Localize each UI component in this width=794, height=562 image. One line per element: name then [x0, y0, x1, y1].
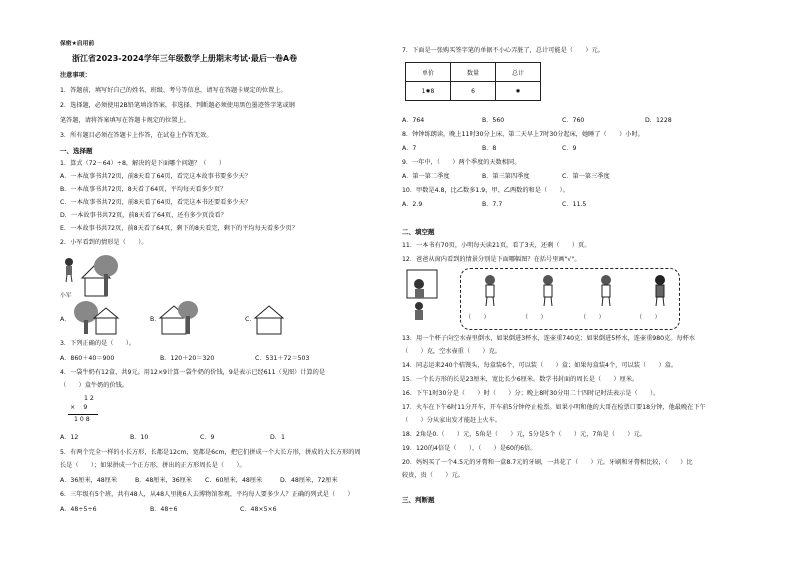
- q5-option-d: D．48厘米，72厘米: [280, 477, 338, 484]
- q3-option-c: C．531＋72＝503: [255, 355, 310, 362]
- q16-text: 16．下午1时30分是（ ）时（ ）分；晚上8时30分用二十四时记时法表示是（ ）。: [402, 390, 660, 397]
- q17-text: 17．火车在下午6时11分开车，开车前5分钟停止检票。如果小明和他的大哥在检票口要18分钟，他最晚在下午: [402, 404, 706, 411]
- exam-title: 浙江省2023-2024学年三年级数学上册期末考试·最后一卷A卷: [72, 54, 298, 63]
- q9-option-b: B．第三第四季度: [482, 173, 530, 180]
- section-judge: 三、判断题: [402, 496, 435, 504]
- q2-option-b: B．: [150, 316, 161, 323]
- q12-paren-3: （ ）: [580, 314, 605, 321]
- q11-text: 11．一本书有70页，小明每天读21页，看了3天，还剩（ ）页。: [402, 242, 591, 249]
- q12-paren-4: （ ）: [636, 314, 661, 321]
- q8-option-a: A．7: [402, 145, 417, 152]
- q7-option-a: A．764: [402, 117, 425, 124]
- q7-option-b: B．560: [482, 117, 505, 124]
- q13-text: 13．用一个杯子向空水壶里倒水，如果倒进3杯水，连壶重740克；如果倒进5杯水，连壶重980克。每杯水: [402, 335, 696, 342]
- q4-option-c: C．9: [200, 434, 215, 441]
- q12-figures-image: [480, 272, 670, 308]
- notice-title: 注意事项：: [60, 72, 91, 79]
- q10-option-c: C．11.5: [562, 201, 587, 208]
- q1-option-b: B．一本故事书共72页，8天看了64页，平均每天看多少页？: [60, 186, 227, 193]
- q6-option-a: A．48÷5÷6: [60, 506, 97, 513]
- q7-head-unit-price: 单价: [406, 63, 451, 82]
- q9-option-a: A．第一第二季度: [402, 173, 450, 180]
- q12-text: 12．爸爸从窗内看到的情景分别是下面哪幅图？在括号里画"√"。: [402, 256, 581, 263]
- q1-option-c: C．一本故事书共72页，前8天看了64页，看完这本书还要看多少天？: [60, 199, 252, 206]
- q19-text: 19．120的4倍是（ ），（ ）是60的6倍。: [402, 445, 537, 452]
- q2-option-c: C．: [245, 316, 256, 323]
- q1-option-e: E．一本故事书共72页，前8天看了64页，剩下的8天看完，剩下的平均每天看多少页？: [60, 225, 298, 232]
- q4-option-b: B．10: [130, 434, 149, 441]
- q6-text: 6．三年级有5个班，共有48人，从48人里挑6人去博物馆参观，平均每人要多少人？正确的列式是（ ）: [60, 491, 354, 498]
- q20-text: 20．妈妈买了一个4.5元的牙膏和一盒8.7元的牙刷，一共花了（ ）元。牙刷和牙膏相比较，（ ）比: [402, 459, 693, 466]
- secret-label: 保密★启用前: [60, 41, 95, 47]
- q4-calc-line-1: 1 2: [84, 395, 94, 402]
- q2-option-c-image: [253, 304, 289, 336]
- q12-paren-2: （ ）: [522, 314, 547, 321]
- q7-cell-unit-price: 1✸8: [406, 82, 451, 101]
- section-fill-blank: 二、填空题: [402, 228, 435, 236]
- q2-option-b-image: [158, 300, 208, 336]
- q10-text: 10．甲数是4.8，比乙数多1.9，甲、乙两数的和是（ ）。: [402, 187, 569, 194]
- notice-2: 2．选择题，必须使用2B铅笔填涂答案，非选择、判断题必须使用黑色墨迹签字笔或钢: [60, 102, 295, 109]
- q4-option-a: A．12: [60, 434, 79, 441]
- q4-text: 4．一袋牛奶有12盒，共9元。用12×9计算一袋牛奶的价钱，9是表示已经611（见图）计算的是: [60, 369, 326, 376]
- q12-window-dad-image: [405, 268, 443, 326]
- notice-3: 3．所有题目必须在答题卡上作答，在试卷上作答无效。: [60, 132, 213, 139]
- q14-text: 14．同志运来240个桔馒头，每盒装6个，可以装（ ）盒；如果每盒装4个，可以装（ ）盒。: [402, 362, 678, 369]
- q20-text-cont: 较贵，贵（ ）元。: [402, 472, 464, 479]
- q8-option-b: B．8: [482, 145, 497, 152]
- q8-text: 8．钟钟练朗读，晚上11时30分上床，第二天早上7时30分起床，她睡了（ ）小时。: [402, 131, 644, 138]
- q3-option-a: A．860＋40＝900: [60, 355, 115, 362]
- notice-2-cont: 笔答题，请将答案填写在答题卡规定的位置上。: [60, 117, 190, 124]
- q13-text-cont: （ ）克，空水壶重（ ）克。: [402, 348, 501, 355]
- q5-text-cont: 长是（ ）；如果拼成一个正方形，拼出的正方形周长是（ ）。: [60, 462, 246, 469]
- q1-text: 1．算式（72－64）÷8，解决的是下面哪个问题？（ ）: [60, 160, 225, 167]
- q4-calc-rule: [68, 414, 98, 415]
- q7-option-d: D．1228: [645, 117, 672, 124]
- q10-option-b: B．7.7: [482, 201, 503, 208]
- q5-option-b: B．48厘米，36厘米: [135, 477, 193, 484]
- q7-head-quantity: 数量: [451, 63, 496, 82]
- q5-text: 5．有两个完全一样的小长方形，长都是12cm，宽都是6cm，把它们拼成一个大长方形，拼成的大长方形的周: [60, 449, 361, 456]
- q5-option-c: C．60厘米，48厘米: [205, 477, 263, 484]
- q3-option-b: B．120＋20＝320: [160, 355, 215, 362]
- notice-1: 1．答题前，填写好自己的姓名、班级、考号等信息，请写在答题卡规定的位置上。: [60, 87, 287, 94]
- q8-option-c: C．9: [562, 145, 577, 152]
- q2-person-label: 小军: [60, 293, 72, 299]
- q9-option-c: C．第一第三季度: [562, 173, 610, 180]
- section-choice: 一、选择题: [60, 147, 93, 155]
- q4-calc-line-2: × 9: [70, 404, 88, 411]
- q12-paren-1: （ ）: [465, 314, 490, 321]
- q17-text-cont: （ ）分从家出发才能赶上火车。: [402, 417, 501, 424]
- q1-option-d: D．一本故事书共72页，前8天看了64页，还有多少页没看？: [60, 212, 227, 219]
- q2-text: 2．小军看到的情形是（ ）。: [60, 239, 148, 246]
- q2-option-a-image: [70, 300, 120, 336]
- q7-head-total: 总计: [496, 63, 541, 82]
- q6-option-b: B．48÷6: [150, 506, 178, 513]
- q9-text: 9．一年中，（ ）两个季度的天数相同。: [402, 159, 521, 166]
- q4-calc-line-3: 1 0 8: [74, 416, 90, 423]
- q15-text: 15．一个长方形的长是23厘米，宽比长少6厘米。数学书封面的周长是（ ）厘米。: [402, 376, 639, 383]
- q18-text: 18．2角是0.（ ）元，5角是（ ）元，5分是5个（ ）元，7角是（ ）元。: [402, 431, 646, 438]
- q3-text: 3．下列正确的是（ ）。: [60, 340, 136, 347]
- q4-text-cont: （ ）盒牛奶的价钱。: [60, 382, 129, 389]
- q4-option-d: D．1: [270, 434, 285, 441]
- q1-option-a: A．一本故事书共72页，前8天看了64页，看完这本故事书要多少天？: [60, 173, 251, 180]
- q2-option-a: A．: [60, 316, 71, 323]
- q7-text: 7．下面是一张购买签字笔的单据不小心弄脏了，总计可能是（ ）元。: [402, 47, 604, 54]
- q5-option-a: A．36厘米，48厘米: [60, 477, 118, 484]
- q7-option-c: C．760: [562, 117, 585, 124]
- q7-price-table: [405, 62, 541, 101]
- q7-cell-total: ✸: [496, 82, 541, 101]
- q2-scene-image: [60, 252, 140, 300]
- q6-option-c: C．48×5×6: [240, 506, 277, 513]
- q7-cell-quantity: 6: [451, 82, 496, 101]
- q10-option-a: A．2.9: [402, 201, 423, 208]
